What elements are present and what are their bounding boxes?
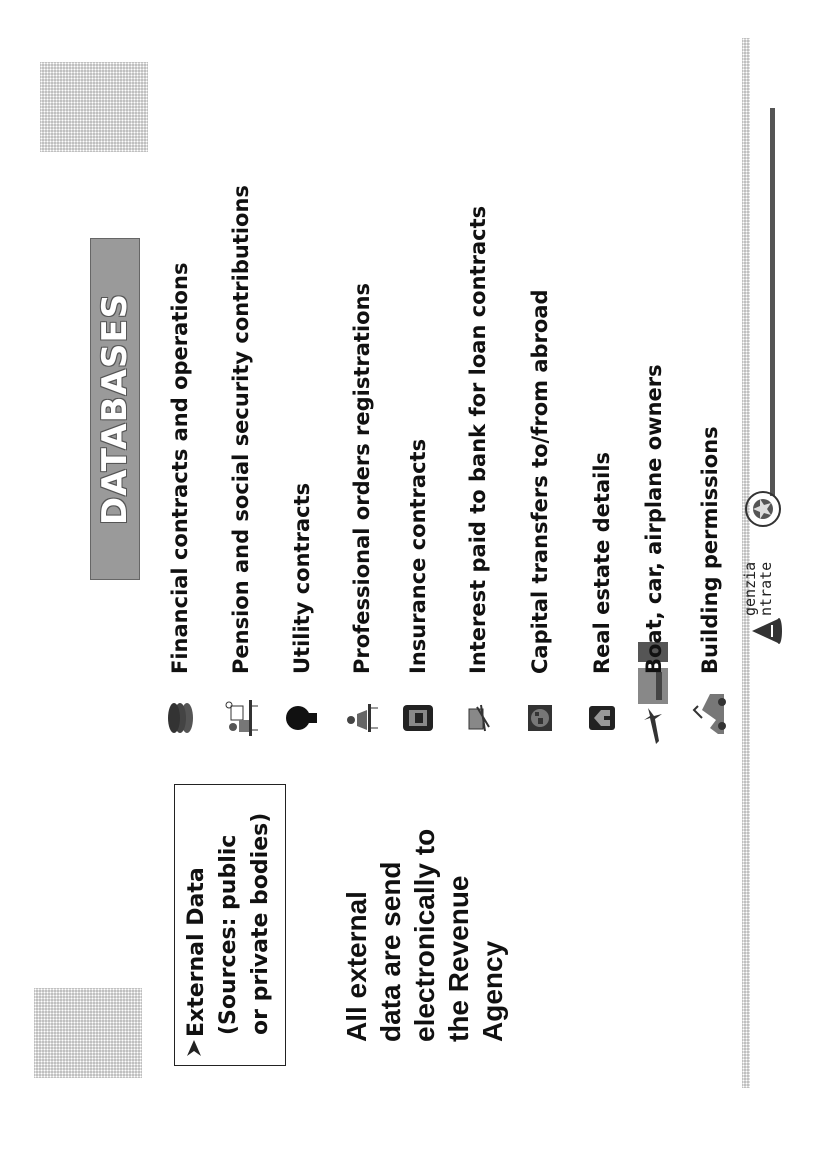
item-label: Financial contracts and operations: [168, 262, 192, 674]
house-icon: [585, 698, 619, 738]
item-label: Boat, car, airplane owners: [642, 364, 666, 674]
office-worker-icon: [224, 698, 258, 738]
note-line: data are send: [375, 861, 406, 1042]
note-line: the Revenue: [443, 875, 474, 1042]
database-list: [0, 18, 825, 738]
insurance-icon: [401, 698, 435, 738]
corner-decoration: [34, 988, 142, 1078]
agenzia-logo-mark-icon: [748, 616, 782, 646]
item-label: Building permissions: [698, 426, 722, 674]
item-label: Capital transfers to/from abroad: [528, 289, 552, 674]
bank-loan-icon: [461, 698, 495, 738]
note-line: Agency: [477, 940, 508, 1042]
agency-logo: [738, 476, 798, 646]
item-label: Pension and social security contributions: [229, 185, 253, 674]
item-label: Interest paid to bank for loan contracts: [466, 205, 490, 674]
external-data-box: [174, 784, 286, 1066]
item-label: Utility contracts: [290, 482, 314, 674]
item-label: Professional orders registrations: [350, 282, 374, 674]
source-line: (Sources: public: [216, 834, 241, 1035]
page-title: DATABASES: [95, 292, 135, 526]
coins-icon: [163, 698, 197, 738]
logo-line: ntrate: [757, 561, 775, 616]
logo-text: [742, 562, 774, 616]
note-line: All external: [341, 891, 372, 1042]
item-label: Real estate details: [590, 451, 614, 674]
source-line: External Data: [184, 867, 209, 1037]
globe-icon: [523, 698, 557, 738]
state-emblem-icon: [744, 490, 782, 528]
logo-line: genzia: [741, 561, 759, 616]
note-text: [340, 782, 510, 1042]
note-line: electronically to: [409, 828, 440, 1042]
source-line: or private bodies): [248, 812, 273, 1035]
professional-icon: [345, 698, 379, 738]
lightbulb-icon: [285, 698, 319, 738]
arrow-bullet-icon: [181, 1037, 213, 1057]
construction-icon: [693, 688, 727, 738]
item-label: Insurance contracts: [406, 438, 430, 674]
